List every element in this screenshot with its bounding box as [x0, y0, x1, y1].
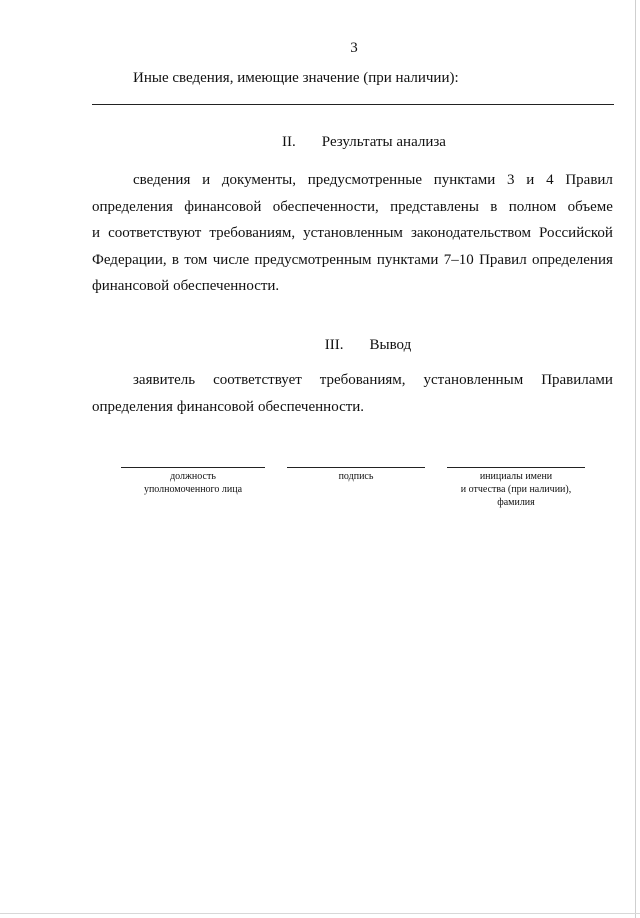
paragraph-word: документы, [221, 172, 296, 188]
analysis-line [92, 194, 613, 221]
paragraph-word: полном [508, 198, 557, 215]
page-number: 3 [350, 40, 358, 56]
signature-block [287, 467, 425, 483]
section-2-heading [44, 134, 640, 151]
paragraph-word: установленным [303, 225, 403, 241]
analysis-line [92, 247, 613, 274]
paragraph-word: том [184, 251, 208, 268]
paragraph-word: пунктами [376, 251, 439, 268]
initials-caption-line-2: и отчества (при наличии), [460, 484, 572, 495]
paragraph-word: в [490, 198, 498, 215]
initials-caption-line-3: фамилия [497, 497, 535, 508]
paragraph-word: 3 [507, 172, 515, 188]
paragraph-word: и [92, 225, 101, 241]
paragraph-word: обеспеченности. [258, 398, 365, 415]
analysis-line [92, 167, 613, 194]
signature-caption: подпись [338, 471, 374, 482]
paragraph-word: соответствуют [108, 225, 202, 241]
paragraph-word: Правил [479, 251, 527, 268]
paragraph-word: заявитель [133, 372, 196, 388]
section-2-number: II. [282, 134, 296, 150]
paragraph-word: установленным [423, 372, 524, 388]
signature-position-block [121, 467, 265, 496]
paragraph-word: требованиям, [319, 372, 406, 388]
position-caption-line-2: уполномоченного лица [143, 484, 243, 495]
section-3-heading [48, 337, 640, 354]
paragraph-word: финансовой [176, 398, 254, 415]
analysis-paragraph [92, 167, 613, 300]
paragraph-word: требованиям, [209, 225, 296, 241]
paragraph-word: и [202, 172, 211, 188]
paragraph-word: определения [92, 398, 173, 415]
paragraph-word: в [171, 251, 180, 268]
paragraph-word: обеспеченности. [173, 278, 280, 294]
signature-initials-block [447, 467, 585, 509]
paragraph-word: 4 [546, 172, 554, 188]
paragraph-word: предусмотренным [254, 251, 372, 268]
other-info-fill-line [92, 104, 614, 105]
paragraph-word: сведения [133, 172, 191, 188]
conclusion-paragraph [92, 367, 613, 420]
position-caption-line-1: должность [170, 471, 216, 482]
paragraph-word: финансовой [184, 198, 262, 215]
paragraph-word: определения [92, 198, 173, 215]
paragraph-word: Правил [565, 172, 613, 188]
paragraph-word: пунктами [433, 172, 496, 188]
paragraph-word: и [526, 172, 535, 188]
other-info-label: Иные сведения, имеющие значение (при наличии): [133, 70, 459, 86]
paragraph-word: числе [212, 251, 250, 268]
paragraph-word: Правилами [541, 372, 613, 388]
paragraph-word: соответствует [213, 372, 302, 388]
paragraph-word: объеме [567, 198, 613, 215]
initials-caption-line-1: инициалы имени [479, 471, 553, 482]
conclusion-line [92, 367, 613, 394]
position-fill-line [121, 467, 265, 468]
paragraph-word: Российской [539, 225, 613, 241]
paragraph-word: обеспеченности, [272, 198, 379, 215]
initials-fill-line [447, 467, 585, 468]
paragraph-word: предусмотренные [307, 172, 422, 188]
paragraph-word: 7–10 [443, 251, 474, 268]
scan-edge-bottom [0, 913, 640, 914]
analysis-line [92, 273, 613, 300]
signature-fill-line [287, 467, 425, 468]
conclusion-line [92, 394, 613, 421]
paragraph-word: финансовой [92, 278, 170, 294]
paragraph-word: Федерации, [92, 251, 167, 268]
paragraph-word: законодательством [410, 225, 531, 241]
paragraph-word: представлены [390, 198, 479, 215]
section-2-title: Результаты анализа [321, 134, 446, 150]
paragraph-word: определения [532, 251, 613, 268]
section-3-title: Вывод [369, 337, 412, 353]
section-3-number: III. [324, 337, 344, 353]
analysis-line [92, 220, 613, 247]
